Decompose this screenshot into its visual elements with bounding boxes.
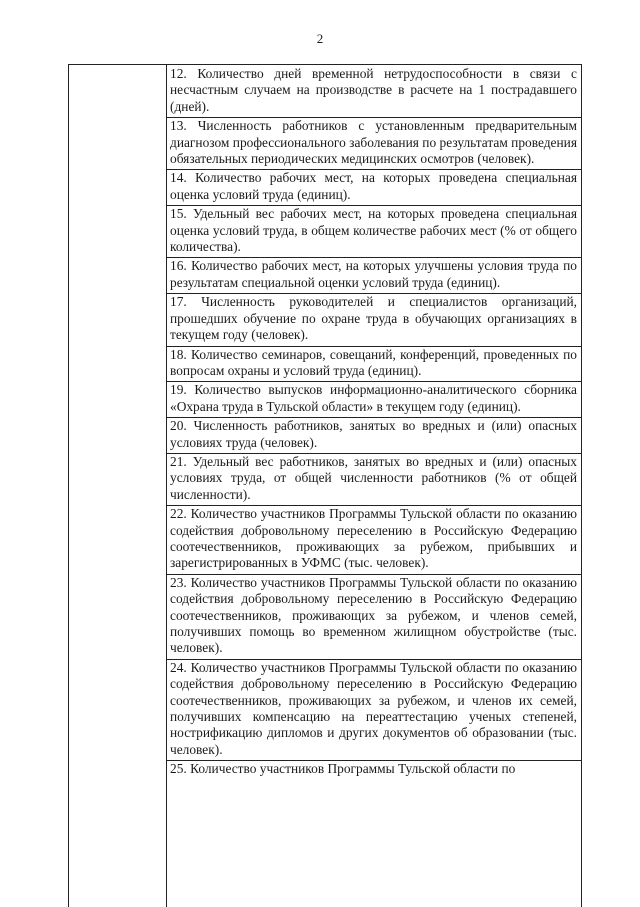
table-left-column (69, 65, 167, 907)
list-item: 18. Количество семинаров, совещаний, конференций, проведенных по вопросам охраны и условий труда (единиц). (166, 347, 581, 383)
list-item: 14. Количество рабочих мест, на которых проведена специальная оценка условий труда (единиц). (166, 170, 581, 206)
list-item: 16. Количество рабочих мест, на которых улучшены условия труда по результатам специальной оценки условий труда (единиц). (166, 258, 581, 294)
page-number: 2 (316, 31, 324, 46)
list-item: 24. Количество участников Программы Тульской области по оказанию содействия добровольному переселению в Российскую Федерацию соотечественников, проживающих за рубежом, и членов их семей, получивших компенсацию на переаттестацию ученых степеней, нострификацию дипломов и других документов об образовании (тыс. человек). (166, 660, 581, 761)
list-item: 15. Удельный вес рабочих мест, на которых проведена специальная оценка условий труда, в общем количестве рабочих мест (% от общего количества). (166, 206, 581, 258)
list-item: 22. Количество участников Программы Тульской области по оказанию содействия добровольному переселению в Российскую Федерацию соотечественников, проживающих за рубежом, прибывших и зарегистрированных в УФМС (тыс. человек). (166, 506, 581, 575)
list-item: 25. Количество участников Программы Тульской области по (170, 761, 516, 777)
list-item: 17. Численность руководителей и специалистов организаций, прошедших обучение по охране труда в обучающих организациях в текущем году (человек). (166, 294, 581, 346)
list-item: 21. Удельный вес работников, занятых во вредных и (или) опасных условиях труда, от общей численности работников (% от общей численности). (166, 454, 581, 506)
list-item: 13. Численность работников с установленным предварительным диагнозом профессионального заболевания по результатам проведения обязательных периодических медицинских осмотров (человек). (166, 118, 581, 170)
list-item: 20. Численность работников, занятых во вредных и (или) опасных условиях труда (человек). (166, 418, 581, 454)
indicator-table (68, 64, 582, 907)
list-item: 23. Количество участников Программы Тульской области по оказанию содействия добровольному переселению в Российскую Федерацию соотечественников, проживающих за рубежом, и членов семей, получивших помощь во временном жилищном обустройстве (тыс. человек). (166, 575, 581, 660)
list-item: 19. Количество выпусков информационно-аналитического сборника «Охрана труда в Тульской области» в текущем году (единиц). (166, 382, 581, 418)
table-right-column (166, 65, 581, 907)
list-item: 12. Количество дней временной нетрудоспособности в связи с несчастным случаем на производстве в расчете на 1 пострадавшего (дней). (166, 65, 581, 118)
